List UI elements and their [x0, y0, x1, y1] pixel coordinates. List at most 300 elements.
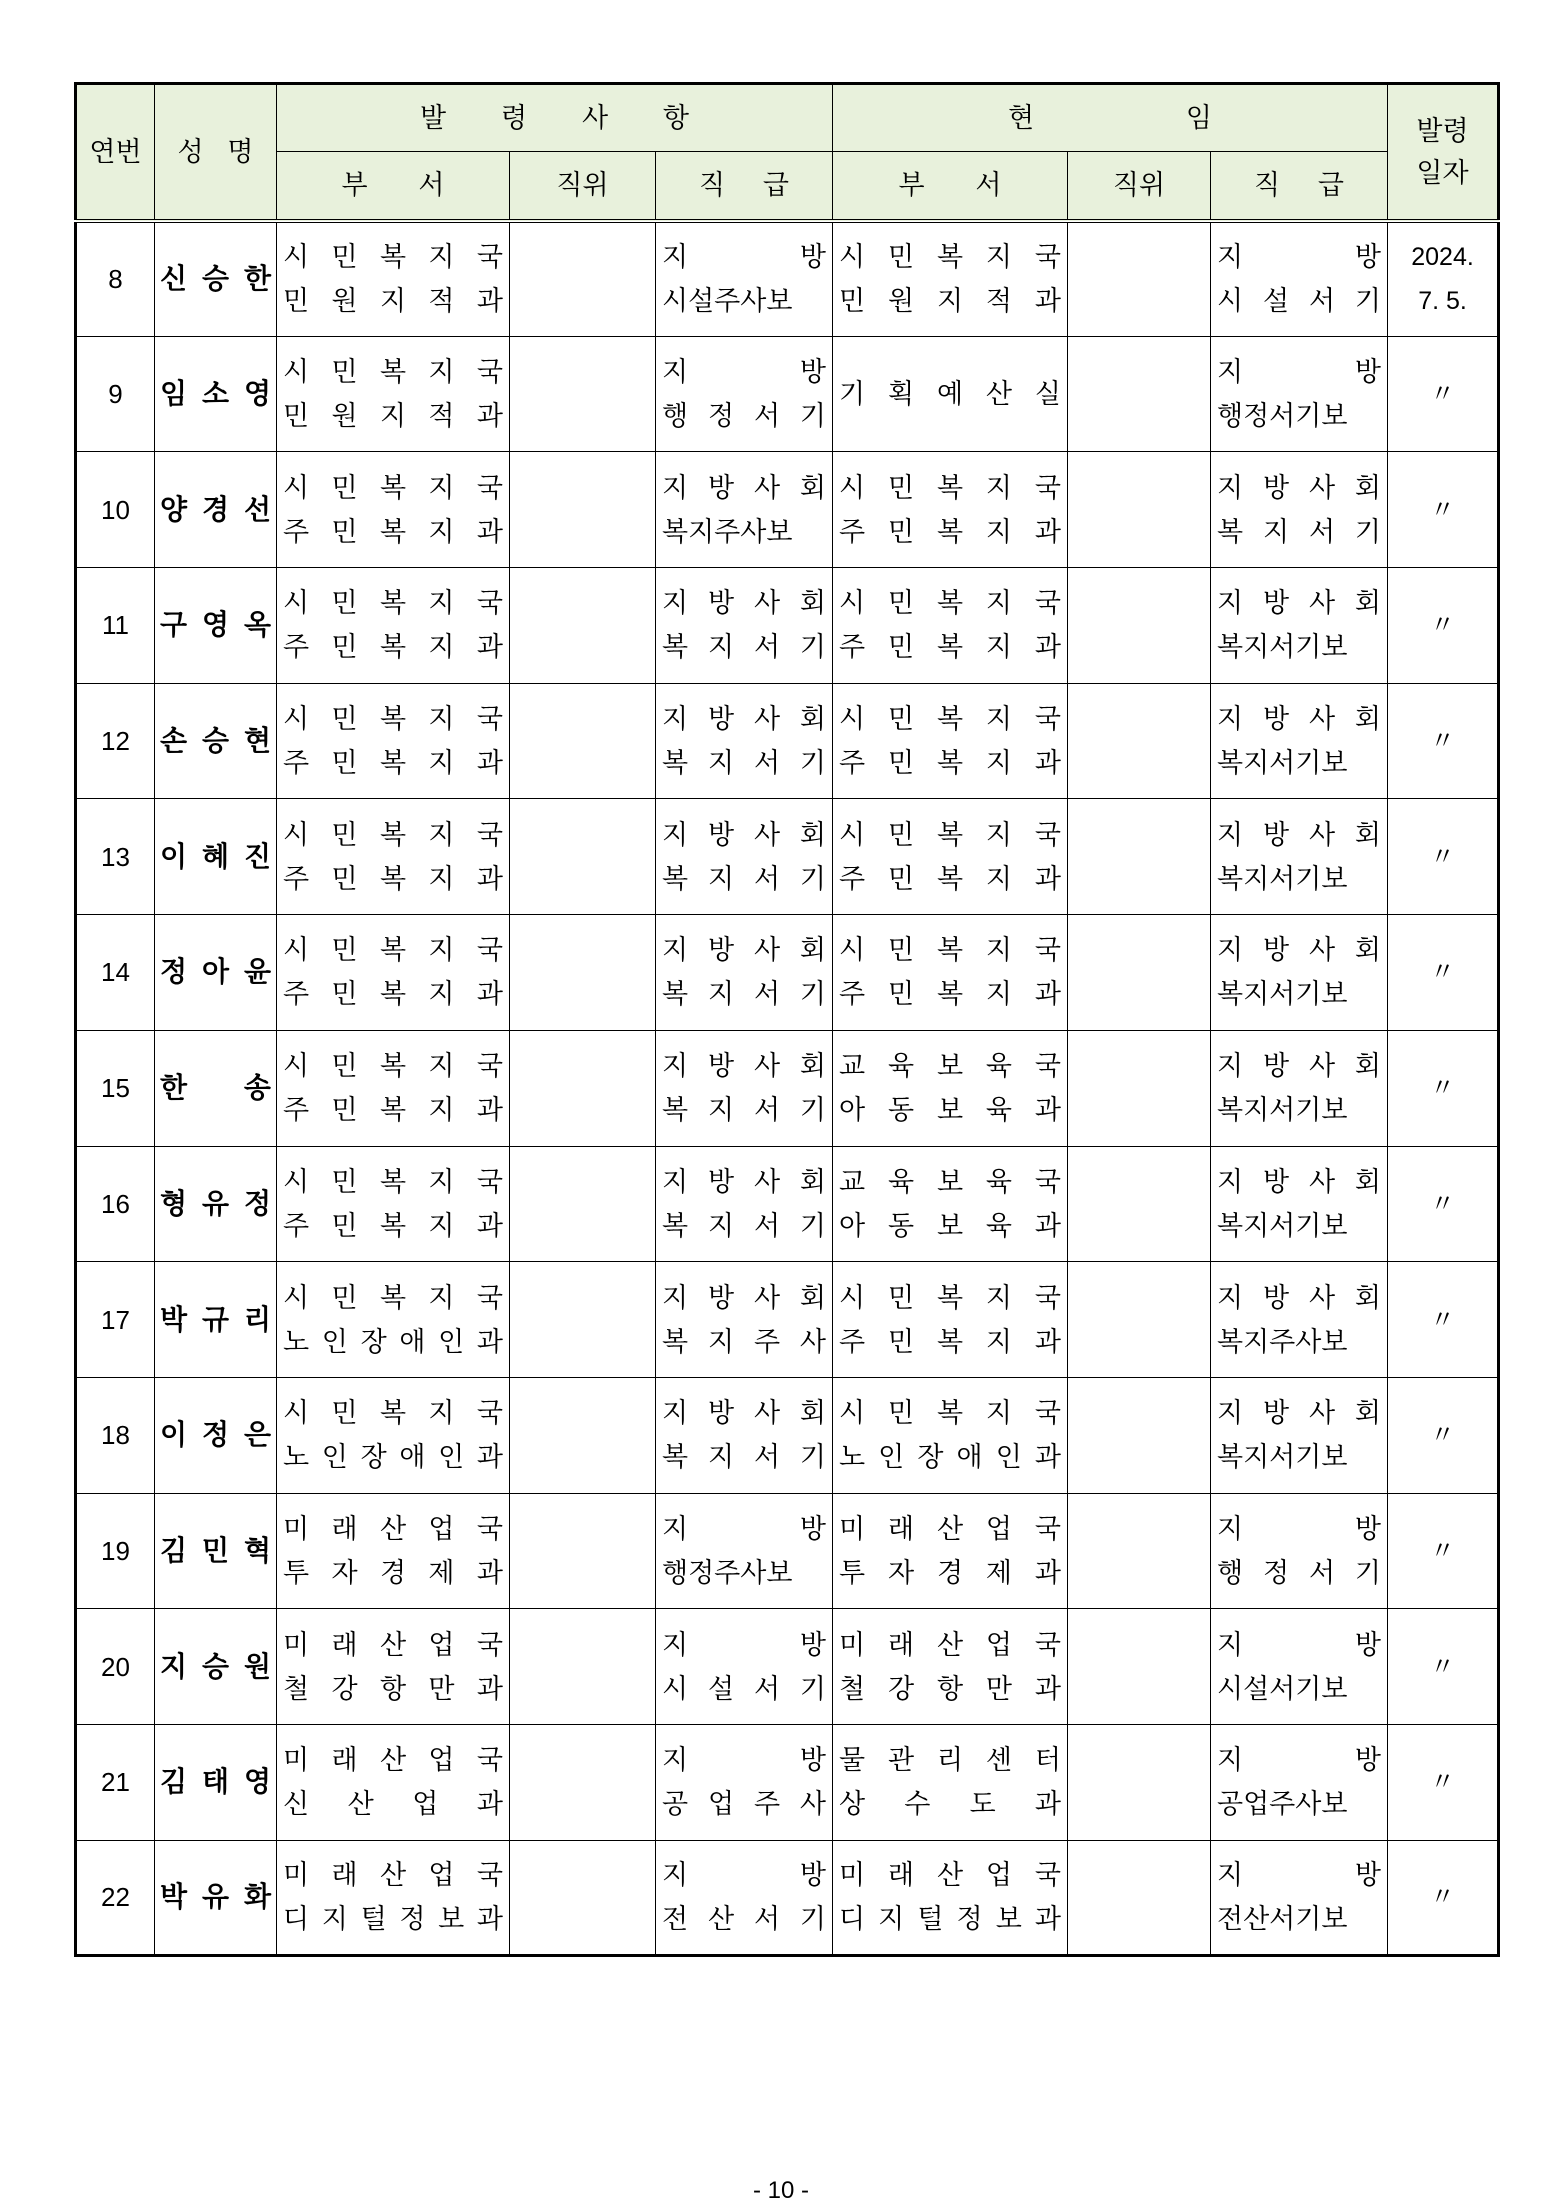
- name-cell: [155, 1840, 277, 1956]
- current-grade-line: 지 방 사 회: [1217, 472, 1382, 503]
- new-grade-line: 지 방 사 회: [662, 1051, 826, 1082]
- current-grade-line: 복지서기보: [1217, 1095, 1348, 1126]
- page-number: - 10 -: [752, 2177, 809, 2204]
- new-dept-line: 미 래 산 업 국: [283, 1629, 503, 1660]
- table-header: [76, 84, 1499, 221]
- new-position-cell: [510, 915, 656, 1031]
- current-dept-cell: [833, 1030, 1068, 1146]
- date-cell: [1388, 1609, 1499, 1725]
- table-body: [76, 221, 1499, 1956]
- header-name: [155, 84, 277, 221]
- new-grade-cell: [656, 683, 833, 799]
- table-row: [76, 1493, 1499, 1609]
- date-line: 〃: [1430, 1074, 1456, 1103]
- current-position-cell: [1068, 799, 1211, 915]
- table-row: [76, 1377, 1499, 1493]
- current-dept-line: 기 획 예 산 실: [839, 379, 1061, 410]
- new-dept-cell: [277, 336, 510, 452]
- current-grade-cell: [1211, 799, 1388, 915]
- person-name: 박 규 리: [160, 1303, 271, 1335]
- current-grade-line: 지 방 사 회: [1217, 1398, 1382, 1429]
- current-grade-line: 지 방: [1217, 1860, 1382, 1891]
- table-row: [76, 221, 1499, 337]
- current-grade-cell: [1211, 1609, 1388, 1725]
- table-row: [76, 1724, 1499, 1840]
- person-name: 형 유 정: [160, 1187, 271, 1219]
- current-grade-cell: [1211, 1377, 1388, 1493]
- header-new-grade-label: 직 급: [699, 170, 789, 201]
- current-grade-cell: [1211, 1840, 1388, 1956]
- current-grade-cell: [1211, 1493, 1388, 1609]
- new-dept-line: 주 민 복 지 과: [283, 516, 503, 547]
- current-dept-cell: [833, 1724, 1068, 1840]
- row-number: 20: [76, 1609, 155, 1725]
- header-current-grade-label: 직 급: [1254, 170, 1344, 201]
- header-current-position: [1068, 152, 1211, 221]
- person-name: 정 아 윤: [160, 956, 271, 988]
- table-row: [76, 336, 1499, 452]
- table-row: [76, 799, 1499, 915]
- current-position-cell: [1068, 452, 1211, 568]
- header-date-line2: 일자: [1416, 157, 1469, 188]
- current-position-cell: [1068, 1609, 1211, 1725]
- header-no: [76, 84, 155, 221]
- date-cell: [1388, 221, 1499, 337]
- current-grade-line: 지 방: [1217, 242, 1382, 273]
- person-name: 양 경 선: [160, 493, 271, 525]
- header-group-new: [277, 84, 833, 152]
- current-grade-line: 복지서기보: [1217, 979, 1348, 1010]
- header-date-line1: 발령: [1416, 115, 1469, 146]
- date-cell: [1388, 1724, 1499, 1840]
- new-dept-line: 신 산 업 과: [283, 1789, 503, 1820]
- date-line: 〃: [1430, 380, 1456, 409]
- new-grade-line: 지 방: [662, 1629, 826, 1660]
- new-position-cell: [510, 1262, 656, 1378]
- new-grade-line: 시설주사보: [662, 286, 793, 317]
- header-current-dept-label: 부 서: [898, 170, 1002, 201]
- current-dept-cell: [833, 799, 1068, 915]
- current-grade-cell: [1211, 1030, 1388, 1146]
- current-grade-line: 행 정 서 기: [1217, 1557, 1382, 1588]
- header-group-current: [833, 84, 1388, 152]
- new-dept-line: 주 민 복 지 과: [283, 632, 503, 663]
- new-grade-line: 복 지 서 기: [662, 632, 826, 663]
- new-grade-line: 지 방: [662, 1513, 826, 1544]
- new-grade-line: 지 방 사 회: [662, 472, 826, 503]
- new-grade-line: 행 정 서 기: [662, 401, 826, 432]
- new-grade-cell: [656, 336, 833, 452]
- new-grade-line: 지 방: [662, 1860, 826, 1891]
- date-line: 7. 5.: [1418, 287, 1467, 316]
- new-grade-line: 복 지 서 기: [662, 748, 826, 779]
- header-group-new-label: 발 령 사 항: [420, 103, 689, 133]
- new-grade-cell: [656, 799, 833, 915]
- row-number: 14: [76, 915, 155, 1031]
- current-grade-line: 공업주사보: [1217, 1789, 1348, 1820]
- new-grade-cell: [656, 1377, 833, 1493]
- current-dept-line: 시 민 복 지 국: [839, 1282, 1061, 1313]
- current-grade-line: 지 방 사 회: [1217, 588, 1382, 619]
- row-number: 22: [76, 1840, 155, 1956]
- current-dept-line: 시 민 복 지 국: [839, 704, 1061, 735]
- new-grade-line: 지 방: [662, 242, 826, 273]
- new-dept-line: 철 강 항 만 과: [283, 1673, 503, 1704]
- name-cell: [155, 1262, 277, 1378]
- new-position-cell: [510, 1030, 656, 1146]
- header-current-grade: [1211, 152, 1388, 221]
- person-name: 지 승 원: [160, 1650, 271, 1682]
- name-cell: [155, 1493, 277, 1609]
- name-cell: [155, 915, 277, 1031]
- header-name-label: 성 명: [177, 136, 254, 167]
- new-dept-line: 시 민 복 지 국: [283, 935, 503, 966]
- new-dept-line: 시 민 복 지 국: [283, 704, 503, 735]
- current-dept-line: 아 동 보 육 과: [839, 1095, 1061, 1126]
- header-new-position-label: 직위: [556, 170, 609, 201]
- current-dept-cell: [833, 1377, 1068, 1493]
- new-dept-cell: [277, 1609, 510, 1725]
- date-line: 〃: [1430, 495, 1456, 524]
- current-position-cell: [1068, 1493, 1211, 1609]
- new-dept-cell: [277, 452, 510, 568]
- new-position-cell: [510, 336, 656, 452]
- new-grade-cell: [656, 1030, 833, 1146]
- new-grade-line: 행정주사보: [662, 1557, 793, 1588]
- person-name: 한 송: [160, 1072, 271, 1104]
- new-dept-line: 시 민 복 지 국: [283, 588, 503, 619]
- current-dept-line: 미 래 산 업 국: [839, 1629, 1061, 1660]
- current-position-cell: [1068, 1262, 1211, 1378]
- current-dept-line: 시 민 복 지 국: [839, 935, 1061, 966]
- current-dept-line: 미 래 산 업 국: [839, 1860, 1061, 1891]
- current-position-cell: [1068, 568, 1211, 684]
- new-position-cell: [510, 1493, 656, 1609]
- name-cell: [155, 568, 277, 684]
- new-grade-line: 복 지 서 기: [662, 979, 826, 1010]
- current-position-cell: [1068, 683, 1211, 799]
- current-dept-cell: [833, 915, 1068, 1031]
- current-dept-cell: [833, 452, 1068, 568]
- header-row-top: [76, 84, 1499, 152]
- new-dept-line: 시 민 복 지 국: [283, 357, 503, 388]
- new-grade-line: 전 산 서 기: [662, 1904, 826, 1935]
- new-dept-cell: [277, 1493, 510, 1609]
- new-position-cell: [510, 1724, 656, 1840]
- new-grade-line: 공 업 주 사: [662, 1789, 826, 1820]
- row-number: 11: [76, 568, 155, 684]
- current-position-cell: [1068, 1146, 1211, 1262]
- new-grade-cell: [656, 1840, 833, 1956]
- new-dept-cell: [277, 1377, 510, 1493]
- current-position-cell: [1068, 221, 1211, 337]
- new-dept-line: 주 민 복 지 과: [283, 1095, 503, 1126]
- new-position-cell: [510, 683, 656, 799]
- current-position-cell: [1068, 1030, 1211, 1146]
- current-dept-line: 아 동 보 육 과: [839, 1210, 1061, 1241]
- new-grade-cell: [656, 1609, 833, 1725]
- date-line: 〃: [1430, 1189, 1456, 1218]
- current-dept-cell: [833, 1262, 1068, 1378]
- current-dept-line: 주 민 복 지 과: [839, 979, 1061, 1010]
- current-grade-line: 지 방 사 회: [1217, 935, 1382, 966]
- table-row: [76, 1840, 1499, 1956]
- person-name: 김 민 혁: [160, 1534, 271, 1566]
- date-line: 〃: [1430, 1768, 1456, 1797]
- table-row: [76, 452, 1499, 568]
- date-cell: [1388, 1262, 1499, 1378]
- person-name: 손 승 현: [160, 725, 271, 757]
- new-dept-line: 미 래 산 업 국: [283, 1860, 503, 1891]
- current-dept-line: 주 민 복 지 과: [839, 863, 1061, 894]
- current-grade-cell: [1211, 683, 1388, 799]
- date-line: 〃: [1430, 1536, 1456, 1565]
- header-date: [1388, 84, 1499, 221]
- current-dept-line: 시 민 복 지 국: [839, 819, 1061, 850]
- current-dept-line: 시 민 복 지 국: [839, 242, 1061, 273]
- date-cell: [1388, 452, 1499, 568]
- new-grade-line: 지 방: [662, 357, 826, 388]
- new-dept-line: 주 민 복 지 과: [283, 863, 503, 894]
- new-position-cell: [510, 1146, 656, 1262]
- current-grade-line: 지 방 사 회: [1217, 1051, 1382, 1082]
- current-grade-line: 복지서기보: [1217, 748, 1348, 779]
- date-line: 2024.: [1411, 243, 1474, 272]
- new-dept-cell: [277, 915, 510, 1031]
- person-name: 김 태 영: [160, 1766, 271, 1798]
- new-dept-line: 미 래 산 업 국: [283, 1745, 503, 1776]
- new-grade-line: 지 방 사 회: [662, 819, 826, 850]
- current-grade-cell: [1211, 452, 1388, 568]
- new-grade-cell: [656, 221, 833, 337]
- current-dept-cell: [833, 568, 1068, 684]
- name-cell: [155, 1030, 277, 1146]
- date-line: 〃: [1430, 842, 1456, 871]
- header-row-sub: [76, 152, 1499, 221]
- current-grade-line: 지 방 사 회: [1217, 819, 1382, 850]
- row-number: 12: [76, 683, 155, 799]
- new-dept-line: 미 래 산 업 국: [283, 1513, 503, 1544]
- new-grade-cell: [656, 452, 833, 568]
- new-grade-line: 복 지 서 기: [662, 1210, 826, 1241]
- current-position-cell: [1068, 1377, 1211, 1493]
- new-dept-line: 시 민 복 지 국: [283, 1051, 503, 1082]
- date-line: 〃: [1430, 1652, 1456, 1681]
- new-grade-cell: [656, 568, 833, 684]
- date-cell: [1388, 336, 1499, 452]
- new-grade-cell: [656, 1493, 833, 1609]
- person-name: 신 승 한: [160, 263, 271, 295]
- row-number: 10: [76, 452, 155, 568]
- current-grade-line: 복지서기보: [1217, 1210, 1348, 1241]
- current-grade-line: 지 방 사 회: [1217, 1166, 1382, 1197]
- person-name: 박 유 화: [160, 1881, 271, 1913]
- current-dept-line: 주 민 복 지 과: [839, 516, 1061, 547]
- new-dept-line: 시 민 복 지 국: [283, 1398, 503, 1429]
- row-number: 19: [76, 1493, 155, 1609]
- new-dept-line: 시 민 복 지 국: [283, 819, 503, 850]
- new-dept-line: 시 민 복 지 국: [283, 1282, 503, 1313]
- row-number: 8: [76, 221, 155, 337]
- name-cell: [155, 799, 277, 915]
- current-grade-line: 복지서기보: [1217, 1442, 1348, 1473]
- current-grade-cell: [1211, 915, 1388, 1031]
- new-position-cell: [510, 452, 656, 568]
- name-cell: [155, 1146, 277, 1262]
- date-cell: [1388, 1493, 1499, 1609]
- current-grade-line: 지 방: [1217, 1629, 1382, 1660]
- name-cell: [155, 336, 277, 452]
- name-cell: [155, 1377, 277, 1493]
- current-dept-cell: [833, 1493, 1068, 1609]
- current-dept-line: 철 강 항 만 과: [839, 1673, 1061, 1704]
- new-dept-line: 노 인 장 애 인 과: [283, 1326, 503, 1357]
- current-dept-line: 시 민 복 지 국: [839, 1398, 1061, 1429]
- new-grade-line: 지 방: [662, 1745, 826, 1776]
- new-dept-cell: [277, 799, 510, 915]
- current-grade-line: 지 방: [1217, 1745, 1382, 1776]
- current-grade-line: 복 지 서 기: [1217, 516, 1382, 547]
- current-dept-cell: [833, 1146, 1068, 1262]
- header-no-label: 연번: [89, 136, 142, 167]
- new-dept-cell: [277, 1262, 510, 1378]
- new-dept-line: 민 원 지 적 과: [283, 401, 503, 432]
- appointment-table: [74, 82, 1500, 1957]
- table-row: [76, 683, 1499, 799]
- current-grade-cell: [1211, 1146, 1388, 1262]
- current-dept-line: 시 민 복 지 국: [839, 588, 1061, 619]
- row-number: 9: [76, 336, 155, 452]
- new-grade-line: 복 지 서 기: [662, 1442, 826, 1473]
- new-grade-cell: [656, 1262, 833, 1378]
- current-dept-line: 노 인 장 애 인 과: [839, 1442, 1061, 1473]
- new-dept-cell: [277, 1146, 510, 1262]
- current-grade-cell: [1211, 1724, 1388, 1840]
- current-dept-line: 민 원 지 적 과: [839, 286, 1061, 317]
- current-grade-line: 지 방: [1217, 1513, 1382, 1544]
- new-dept-line: 노 인 장 애 인 과: [283, 1442, 503, 1473]
- date-cell: [1388, 1377, 1499, 1493]
- row-number: 21: [76, 1724, 155, 1840]
- new-dept-line: 시 민 복 지 국: [283, 242, 503, 273]
- new-grade-line: 복 지 주 사: [662, 1326, 826, 1357]
- new-position-cell: [510, 1840, 656, 1956]
- current-grade-cell: [1211, 1262, 1388, 1378]
- person-name: 구 영 옥: [160, 609, 271, 641]
- person-name: 이 정 은: [160, 1419, 271, 1451]
- new-grade-cell: [656, 1146, 833, 1262]
- date-line: 〃: [1430, 1421, 1456, 1450]
- name-cell: [155, 1724, 277, 1840]
- header-new-dept: [277, 152, 510, 221]
- current-dept-line: 교 육 보 육 국: [839, 1166, 1061, 1197]
- header-new-grade: [656, 152, 833, 221]
- current-dept-cell: [833, 1840, 1068, 1956]
- current-grade-cell: [1211, 336, 1388, 452]
- date-cell: [1388, 799, 1499, 915]
- new-position-cell: [510, 1609, 656, 1725]
- header-group-current-label: 현 임: [1008, 103, 1212, 133]
- current-grade-cell: [1211, 568, 1388, 684]
- current-position-cell: [1068, 1840, 1211, 1956]
- new-grade-line: 지 방 사 회: [662, 704, 826, 735]
- current-dept-cell: [833, 336, 1068, 452]
- table-row: [76, 915, 1499, 1031]
- date-cell: [1388, 1030, 1499, 1146]
- new-dept-line: 주 민 복 지 과: [283, 748, 503, 779]
- date-cell: [1388, 568, 1499, 684]
- new-dept-cell: [277, 1840, 510, 1956]
- table-row: [76, 1030, 1499, 1146]
- new-grade-line: 복지주사보: [662, 516, 793, 547]
- new-dept-line: 시 민 복 지 국: [283, 1166, 503, 1197]
- table-row: [76, 568, 1499, 684]
- date-line: 〃: [1430, 958, 1456, 987]
- new-dept-cell: [277, 221, 510, 337]
- current-dept-line: 주 민 복 지 과: [839, 1326, 1061, 1357]
- current-grade-line: 복지서기보: [1217, 632, 1348, 663]
- header-new-dept-label: 부 서: [341, 170, 445, 201]
- date-line: 〃: [1430, 727, 1456, 756]
- new-grade-line: 지 방 사 회: [662, 1166, 826, 1197]
- name-cell: [155, 1609, 277, 1725]
- new-position-cell: [510, 1377, 656, 1493]
- table-row: [76, 1609, 1499, 1725]
- new-grade-line: 복 지 서 기: [662, 1095, 826, 1126]
- current-dept-line: 투 자 경 제 과: [839, 1557, 1061, 1588]
- row-number: 16: [76, 1146, 155, 1262]
- current-dept-line: 상 수 도 과: [839, 1789, 1061, 1820]
- new-grade-line: 지 방 사 회: [662, 588, 826, 619]
- new-dept-cell: [277, 568, 510, 684]
- current-dept-cell: [833, 1609, 1068, 1725]
- name-cell: [155, 683, 277, 799]
- current-grade-line: 지 방: [1217, 357, 1382, 388]
- current-dept-line: 주 민 복 지 과: [839, 632, 1061, 663]
- date-cell: [1388, 1146, 1499, 1262]
- current-dept-cell: [833, 683, 1068, 799]
- current-dept-cell: [833, 221, 1068, 337]
- current-grade-line: 복지서기보: [1217, 863, 1348, 894]
- current-position-cell: [1068, 915, 1211, 1031]
- name-cell: [155, 221, 277, 337]
- date-cell: [1388, 683, 1499, 799]
- current-grade-line: 지 방 사 회: [1217, 1282, 1382, 1313]
- new-dept-cell: [277, 1724, 510, 1840]
- row-number: 17: [76, 1262, 155, 1378]
- new-grade-line: 지 방 사 회: [662, 935, 826, 966]
- table-row: [76, 1146, 1499, 1262]
- new-grade-line: 지 방 사 회: [662, 1398, 826, 1429]
- new-dept-line: 주 민 복 지 과: [283, 1210, 503, 1241]
- current-dept-line: 미 래 산 업 국: [839, 1513, 1061, 1544]
- current-grade-line: 전산서기보: [1217, 1904, 1348, 1935]
- row-number: 18: [76, 1377, 155, 1493]
- date-line: 〃: [1430, 1883, 1456, 1912]
- date-line: 〃: [1430, 611, 1456, 640]
- row-number: 13: [76, 799, 155, 915]
- new-position-cell: [510, 799, 656, 915]
- current-grade-cell: [1211, 221, 1388, 337]
- new-grade-cell: [656, 915, 833, 1031]
- new-dept-cell: [277, 1030, 510, 1146]
- person-name: 임 소 영: [160, 378, 271, 410]
- table-row: [76, 1262, 1499, 1378]
- date-cell: [1388, 1840, 1499, 1956]
- current-grade-line: 행정서기보: [1217, 401, 1348, 432]
- new-dept-line: 민 원 지 적 과: [283, 286, 503, 317]
- current-dept-line: 교 육 보 육 국: [839, 1051, 1061, 1082]
